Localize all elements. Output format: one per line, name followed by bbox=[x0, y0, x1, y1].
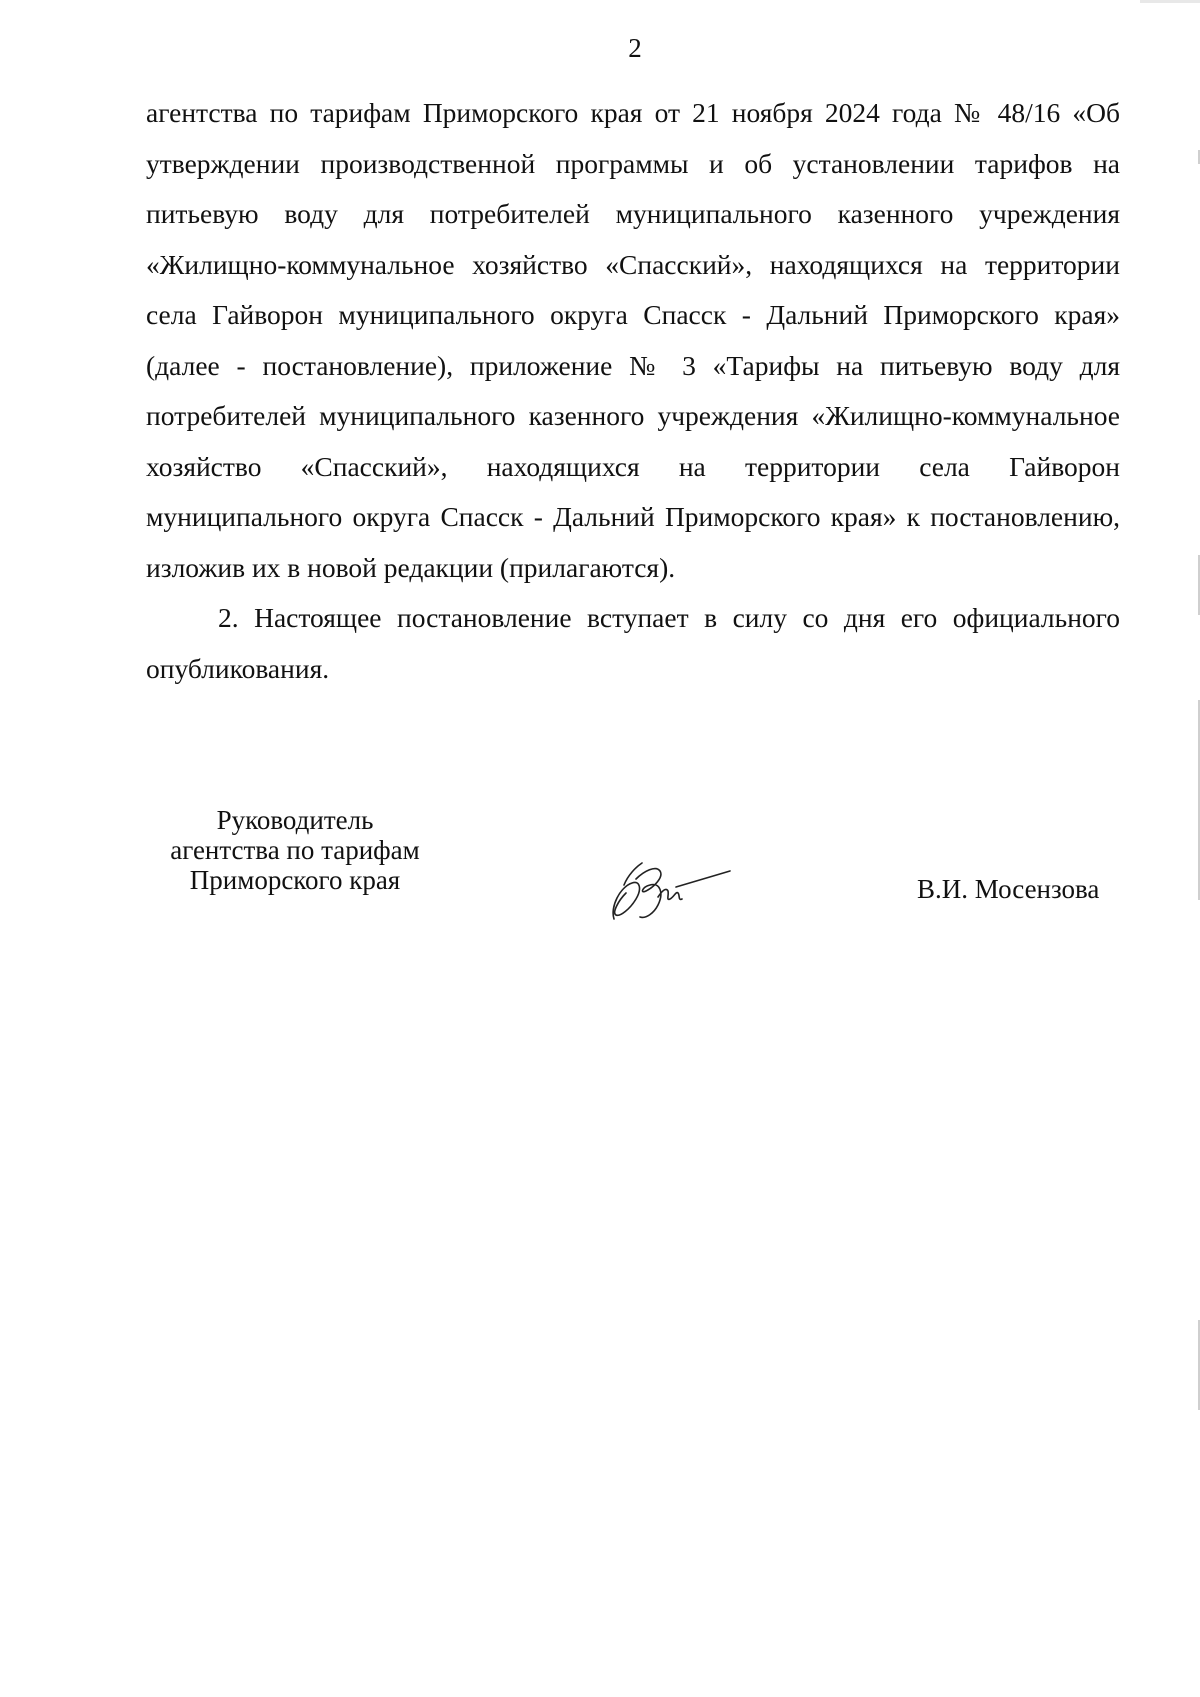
signer-position-line-3: Приморского края bbox=[189, 865, 401, 895]
scan-edge-top bbox=[1140, 0, 1200, 3]
body-paragraph-2: 2. Настоящее постановление вступает в силу со дня его официального опубликования. bbox=[146, 602, 1120, 684]
signer-name: В.И. Мосензова bbox=[917, 874, 1100, 904]
signer-position bbox=[145, 805, 445, 895]
signature-block bbox=[0, 805, 1200, 925]
handwritten-signature-icon bbox=[606, 857, 736, 925]
document-body bbox=[146, 88, 1120, 694]
page-number: 2 bbox=[628, 33, 642, 63]
signer-position-line-2: агентства по тарифам bbox=[170, 835, 420, 865]
body-paragraph-1: агентства по тарифам Приморского края от 21 ноября 2024 года № 48/16 «Об утверждении производственной программы и об установлении тарифов на питьевую воду для потребителей муниципального казенного учреждения «Жилищно-коммунальное хозяйство «Спасский», находящихся на территории села Гайворон муниципального округа Спасск - Дальний Приморского края» (далее - постановление), приложение № 3 «Тарифы на питьевую воду для потребителей муниципального казенного учреждения «Жилищно-коммунальное хозяйство «Спасский», находящихся на территории села Гайворон муниципального округа Спасск - Дальний Приморского края» к постановлению, изложив их в новой редакции (прилагаются). bbox=[146, 97, 1120, 583]
signer-position-line-1: Руководитель bbox=[216, 805, 374, 835]
